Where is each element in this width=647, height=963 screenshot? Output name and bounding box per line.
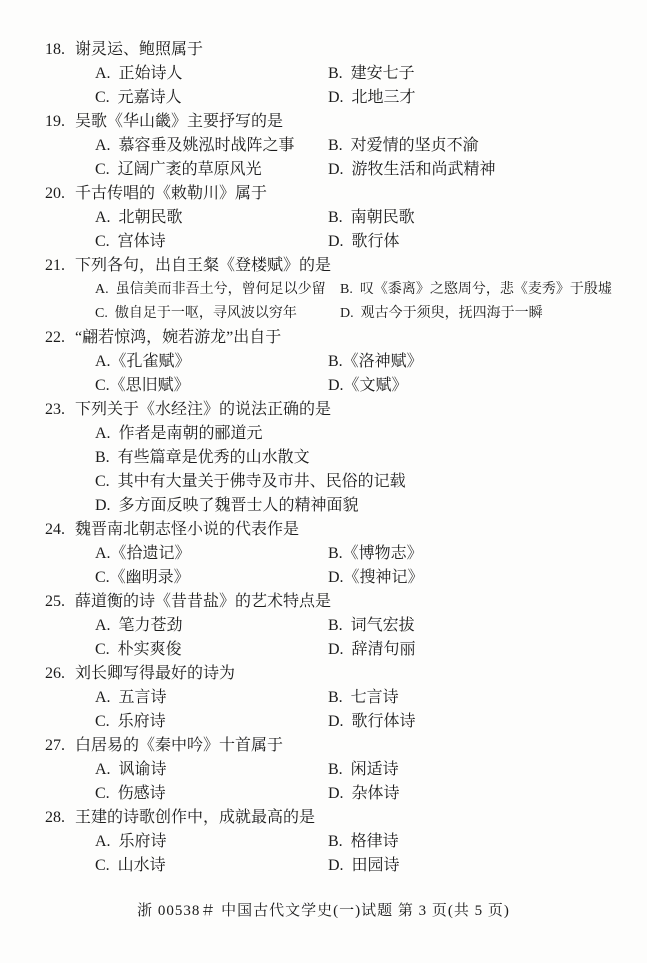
question-26 <box>0 662 647 734</box>
option-d: D. 辞清句丽 <box>328 641 416 658</box>
option-b: B. 格律诗 <box>328 833 399 850</box>
question-28 <box>0 806 647 878</box>
option-d: D.《文赋》 <box>328 377 408 394</box>
question-stem: 千古传唱的《敕勒川》属于 <box>75 185 268 202</box>
option-d: D. 观古今于须臾，抚四海于一瞬 <box>340 306 543 321</box>
question-stem: 薛道衡的诗《昔昔盐》的艺术特点是 <box>75 593 332 610</box>
options-grid <box>95 758 647 806</box>
options-grid <box>95 350 647 398</box>
question-stem-row <box>0 518 647 542</box>
option-b: B. 闲适诗 <box>328 761 399 778</box>
option-b: B. 叹《黍离》之愍周兮，悲《麦秀》于殷墟 <box>340 282 612 297</box>
option-b: B. 对爱情的坚贞不渝 <box>328 137 479 154</box>
option-c: C. 乐府诗 <box>95 713 166 730</box>
question-stem: 刘长卿写得最好的诗为 <box>75 665 236 682</box>
option-b: B.《洛神赋》 <box>328 353 423 370</box>
option-c: C. 宫体诗 <box>95 233 166 250</box>
option-c: C. 伤感诗 <box>95 785 166 802</box>
option-c: C. 朴实爽俊 <box>95 641 182 658</box>
option-a: A. 慕容垂及姚泓时战阵之事 <box>95 137 295 154</box>
option-d: D. 北地三才 <box>328 89 416 106</box>
options-grid <box>95 686 647 734</box>
option-a: A.《孔雀赋》 <box>95 353 191 370</box>
options-grid <box>95 134 647 182</box>
option-d: D. 游牧生活和尚武精神 <box>328 161 496 178</box>
question-stem: 魏晋南北朝志怪小说的代表作是 <box>75 521 300 538</box>
question-number: 27. <box>45 737 65 754</box>
option-a: A. 作者是南朝的郦道元 <box>95 425 263 442</box>
option-d: D. 杂体诗 <box>328 785 400 802</box>
question-number: 21. <box>45 257 65 274</box>
question-stem-row <box>0 326 647 350</box>
option-d: D. 歌行体 <box>328 233 400 250</box>
option-c: C.《思旧赋》 <box>95 377 190 394</box>
question-23 <box>0 398 647 518</box>
question-stem: 白居易的《秦中吟》十首属于 <box>75 737 284 754</box>
option-c: C. 山水诗 <box>95 857 166 874</box>
question-number: 24. <box>45 521 65 538</box>
option-a: A. 讽谕诗 <box>95 761 167 778</box>
question-stem-row <box>0 110 647 134</box>
options-grid <box>95 278 647 326</box>
option-b: B. 建安七子 <box>328 65 415 82</box>
question-number: 22. <box>45 329 65 346</box>
question-22 <box>0 326 647 398</box>
question-25 <box>0 590 647 662</box>
option-c: C. 辽阔广袤的草原风光 <box>95 161 262 178</box>
question-stem-row <box>0 254 647 278</box>
option-b: B. 南朝民歌 <box>328 209 415 226</box>
option-a: A. 正始诗人 <box>95 65 183 82</box>
option-a: A.《拾遗记》 <box>95 545 191 562</box>
question-number: 23. <box>45 401 65 418</box>
option-a: A. 虽信美而非吾土兮，曾何足以少留 <box>95 282 326 297</box>
option-a: A. 北朝民歌 <box>95 209 183 226</box>
option-d: D. 多方面反映了魏晋士人的精神面貌 <box>95 497 359 514</box>
question-stem-row <box>0 38 647 62</box>
option-d: D. 歌行体诗 <box>328 713 416 730</box>
question-stem-row <box>0 734 647 758</box>
question-number: 18. <box>45 41 65 58</box>
options-grid <box>95 830 647 878</box>
question-19 <box>0 110 647 182</box>
question-stem: 王建的诗歌创作中，成就最高的是 <box>75 809 316 826</box>
question-27 <box>0 734 647 806</box>
option-a: A. 乐府诗 <box>95 833 167 850</box>
question-stem: 谢灵运、鲍照属于 <box>75 41 204 58</box>
option-d: D. 田园诗 <box>328 857 400 874</box>
question-number: 25. <box>45 593 65 610</box>
question-number: 19. <box>45 113 65 130</box>
page-footer: 浙 00538＃ 中国古代文学史(一)试题 第 3 页(共 5 页) <box>137 903 510 919</box>
option-c: C.《幽明录》 <box>95 569 190 586</box>
option-c: C. 元嘉诗人 <box>95 89 182 106</box>
options-grid <box>95 206 647 254</box>
question-stem: “翩若惊鸿，婉若游龙”出自于 <box>75 329 282 346</box>
question-stem-row <box>0 182 647 206</box>
question-24 <box>0 518 647 590</box>
question-stem-row <box>0 590 647 614</box>
question-number: 26. <box>45 665 65 682</box>
option-b: B.《博物志》 <box>328 545 423 562</box>
options-grid <box>95 614 647 662</box>
option-c: C. 其中有大量关于佛寺及市井、民俗的记载 <box>95 473 406 490</box>
option-c: C. 傲自足于一呕，寻风波以穷年 <box>95 306 297 321</box>
options-grid <box>95 542 647 590</box>
option-d: D.《搜神记》 <box>328 569 424 586</box>
option-b: B. 有些篇章是优秀的山水散文 <box>95 449 310 466</box>
question-stem-row <box>0 398 647 422</box>
question-number: 28. <box>45 809 65 826</box>
options-grid <box>95 62 647 110</box>
question-18 <box>0 38 647 110</box>
option-b: B. 词气宏拔 <box>328 617 415 634</box>
question-stem: 吴歌《华山畿》主要抒写的是 <box>75 113 284 130</box>
question-number: 20. <box>45 185 65 202</box>
question-stem-row <box>0 806 647 830</box>
option-a: A. 笔力苍劲 <box>95 617 183 634</box>
option-a: A. 五言诗 <box>95 689 167 706</box>
option-b: B. 七言诗 <box>328 689 399 706</box>
question-20 <box>0 182 647 254</box>
options-list <box>95 422 647 518</box>
question-stem: 下列关于《水经注》的说法正确的是 <box>75 401 332 418</box>
question-stem: 下列各句，出自王粲《登楼赋》的是 <box>75 257 332 274</box>
question-stem-row <box>0 662 647 686</box>
question-21 <box>0 254 647 326</box>
